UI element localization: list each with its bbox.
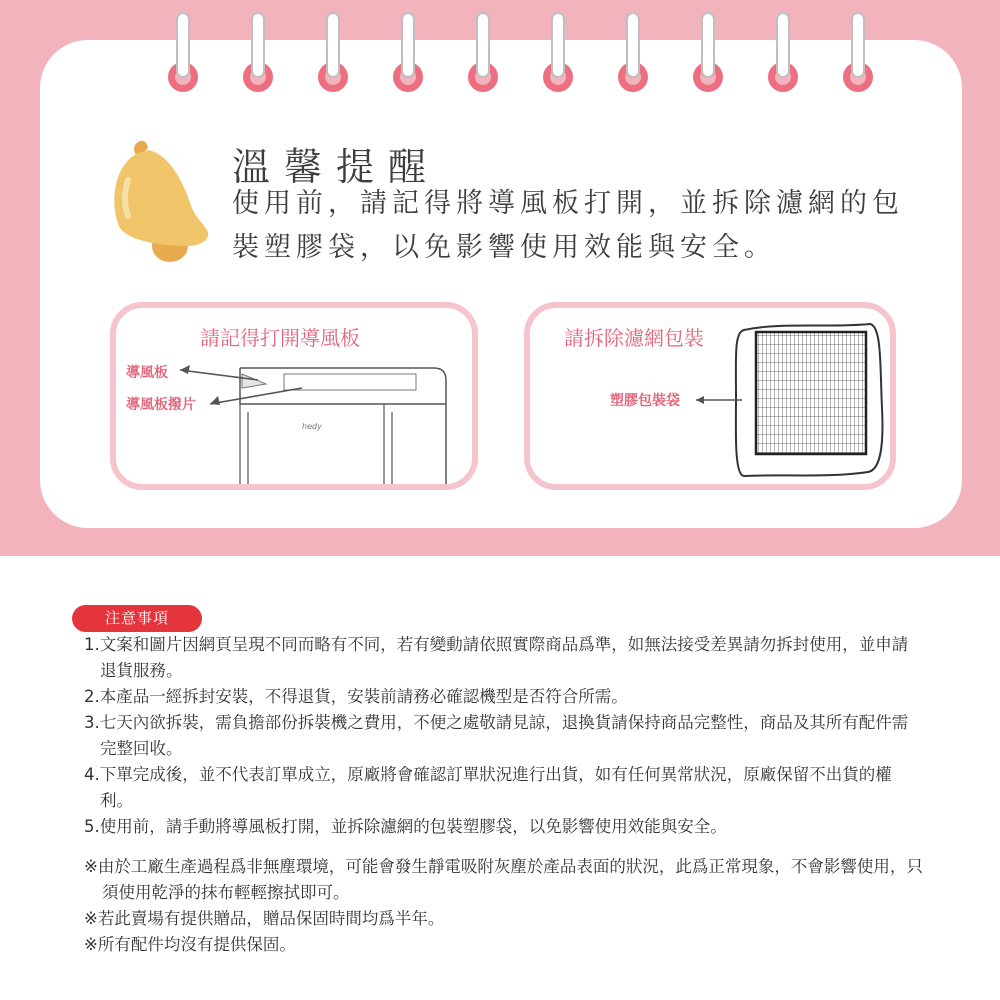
binder-ring-icon [843,12,873,92]
notes-list [84,632,924,840]
binder-ring-icon [618,12,648,92]
vane-label: 導風板 [126,365,168,381]
bell-icon [108,128,218,268]
list-item: ※若此賣場有提供贈品，贈品保固時間均爲半年。 [84,909,445,928]
vane-panel-title: 請記得打開導風板 [200,326,360,350]
vane-instruction-panel [110,302,478,490]
binder-ring-icon [318,12,348,92]
vane-lever-label: 導風板撥片 [126,397,196,413]
binder-ring-icon [393,12,423,92]
device-brand-mark: hedy [302,422,322,431]
filter-panel-title: 請拆除濾網包裝 [564,326,704,350]
binder-ring-icon [468,12,498,92]
list-item: ※所有配件均沒有提供保固。 [84,935,296,954]
notes-badge: 注意事項 [72,605,202,632]
binder-ring-icon [768,12,798,92]
reminder-text: 使用前，請記得將導風板打開，並拆除濾網的包裝塑膠袋，以免影響使用效能與安全。 [232,188,904,263]
binder-ring-icon [543,12,573,92]
list-item: ※由於工廠生產過程爲非無塵環境，可能會發生靜電吸附灰塵於產品表面的狀況，此爲正常現象，不會影響使用，只須使用乾淨的抹布輕輕擦拭即可。 [84,857,923,902]
binder-ring-icon [243,12,273,92]
plastic-bag-label: 塑膠包裝袋 [610,393,680,409]
binder-ring-icon [168,12,198,92]
reminder-title: 溫馨提醒 [232,145,441,189]
list-item: 1.文案和圖片因網頁呈現不同而略有不同，若有變動請依照實際商品爲準，如無法接受差異請勿拆封使用，並申請退貨服務。 [84,635,909,680]
filter-illustration [530,308,890,484]
list-item: 4.下單完成後，並不代表訂單成立，原廠將會確認訂單狀況進行出貨，如有任何異常狀況，原廠保留不出貨的權利。 [84,765,892,810]
list-item: 5.使用前，請手動將導風板打開，並拆除濾網的包裝塑膠袋，以免影響使用效能與安全。 [84,817,727,836]
list-item: 2.本產品一經拆封安裝，不得退貨，安裝前請務必確認機型是否符合所需。 [84,687,628,706]
extra-notes-list [84,854,924,958]
binder-ring-icon [693,12,723,92]
filter-instruction-panel [524,302,896,490]
list-item: 3.七天內欲拆裝，需負擔部份拆裝機之費用，不便之處敬請見諒，退換貨請保持商品完整性，商品及其所有配件需完整回收。 [84,713,909,758]
